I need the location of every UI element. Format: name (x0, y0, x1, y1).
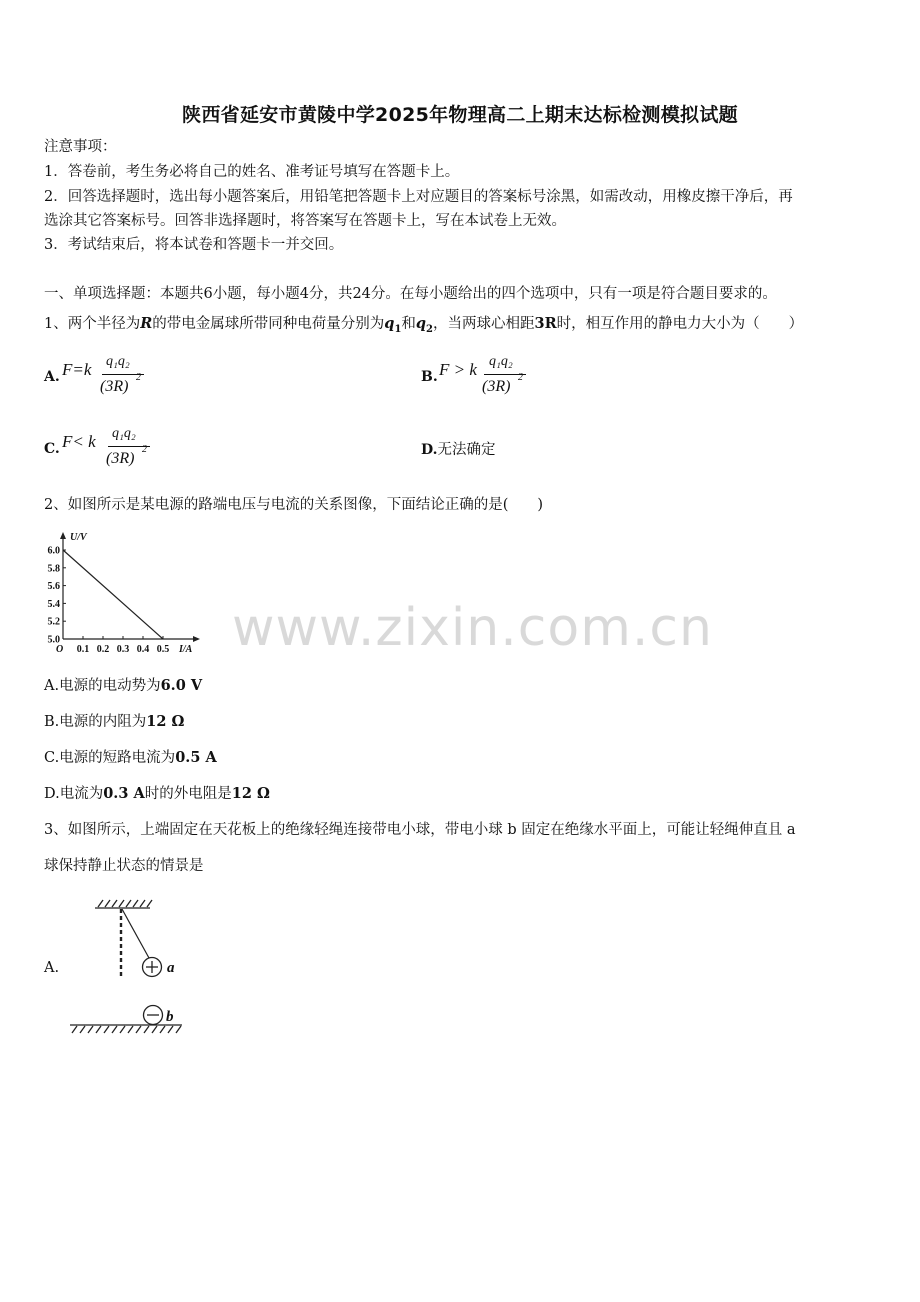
question-1-stem: 1、两个半径为R的带电金属球所带同种电荷量分别为$q_1$和$q_2$，当两球心相距3R时，相互作用的静电力大小为（ ） (44, 315, 804, 335)
y-tick-label: 5.0 (47, 634, 60, 646)
ball-a-label: a (167, 960, 175, 976)
floor-hatch (70, 1025, 182, 1033)
q3-option-a-figure (62, 890, 192, 1040)
q2-option-c[interactable]: C.电源的短路电流为0.5 A (44, 749, 217, 766)
x-tick-label: 0.4 (136, 644, 150, 655)
x-tick-label: 0.1 (76, 644, 90, 655)
x-tick-label: 0.3 (116, 644, 130, 655)
y-axis-label: U/V (70, 532, 87, 543)
x-tick-label: 0.5 (156, 644, 170, 655)
x-tick-label: 0.2 (96, 644, 110, 655)
y-tick-label: 5.2 (47, 616, 60, 628)
q1-option-b[interactable]: B. F > k q₁q₂ (3R) 2 (421, 352, 621, 404)
x-axis-label: I/A (179, 644, 193, 655)
q1-option-c[interactable]: C. F< k q₁q₂ (3R) 2 (44, 424, 244, 476)
q2-option-a[interactable]: A.电源的电动势为6.0 V (44, 677, 203, 694)
section-heading: 一、单项选择题：本题共6小题，每小题4分，共24分。在每小题给出的四个选项中，只有一项是符合题目要求的。 (44, 286, 777, 302)
y-tick-label: 5.8 (47, 563, 60, 575)
y-tick-label: 5.6 (47, 581, 60, 593)
question-3-stem-line2: 球保持静止状态的情景是 (44, 858, 204, 874)
y-tick-label: 5.4 (47, 598, 60, 610)
notice-heading: 注意事项： (44, 139, 117, 155)
q1-option-d[interactable]: D.无法确定 (421, 442, 496, 458)
notice-item-2: 2．回答选择题时，选出每小题答案后，用铅笔把答题卡上对应题目的答案标号涂黑，如需改动，用橡皮擦干净后，再 (44, 189, 793, 205)
u-i-line (63, 550, 163, 639)
string (122, 909, 149, 958)
question-3-stem-line1: 3、如图所示，上端固定在天花板上的绝缘轻绳连接带电小球，带电小球 b 固定在绝缘水平面上，可能让轻绳伸直且 a (44, 822, 796, 838)
question-2-stem: 2、如图所示是某电源的路端电压与电流的关系图像，下面结论正确的是( ) (44, 497, 544, 513)
ceiling-hatch (95, 900, 152, 908)
notice-item-1: 1．答卷前，考生务必将自己的姓名、准考证号填写在答题卡上。 (44, 164, 460, 180)
ball-b-negative (144, 1006, 163, 1025)
q1-option-a[interactable]: A. F=k q₁q₂ (3R) 2 (44, 352, 244, 404)
x-axis-arrow (193, 636, 200, 642)
q2-option-b[interactable]: B.电源的内阻为12 Ω (44, 713, 185, 730)
ball-a-positive (143, 958, 162, 977)
notice-item-3: 3．考试结束后，将本试卷和答题卡一并交回。 (44, 237, 344, 253)
q2-option-d[interactable]: D.电流为0.3 A时的外电阻是12 Ω (44, 785, 270, 802)
notice-item-2-cont: 选涂其它答案标号。回答非选择题时，将答案写在答题卡上，写在本试卷上无效。 (44, 213, 566, 229)
y-tick-label: 6.0 (47, 545, 60, 557)
y-axis-arrow (60, 532, 66, 539)
u-i-graph (40, 527, 200, 657)
watermark: www.zixin.com.cn (232, 598, 713, 658)
origin-label: O (56, 644, 64, 655)
q3-option-a-label[interactable]: A. (44, 960, 60, 976)
ball-b-label: b (166, 1009, 174, 1025)
page-title: 陕西省延安市黄陵中学2025年物理高二上期末达标检测模拟试题 (182, 104, 738, 126)
